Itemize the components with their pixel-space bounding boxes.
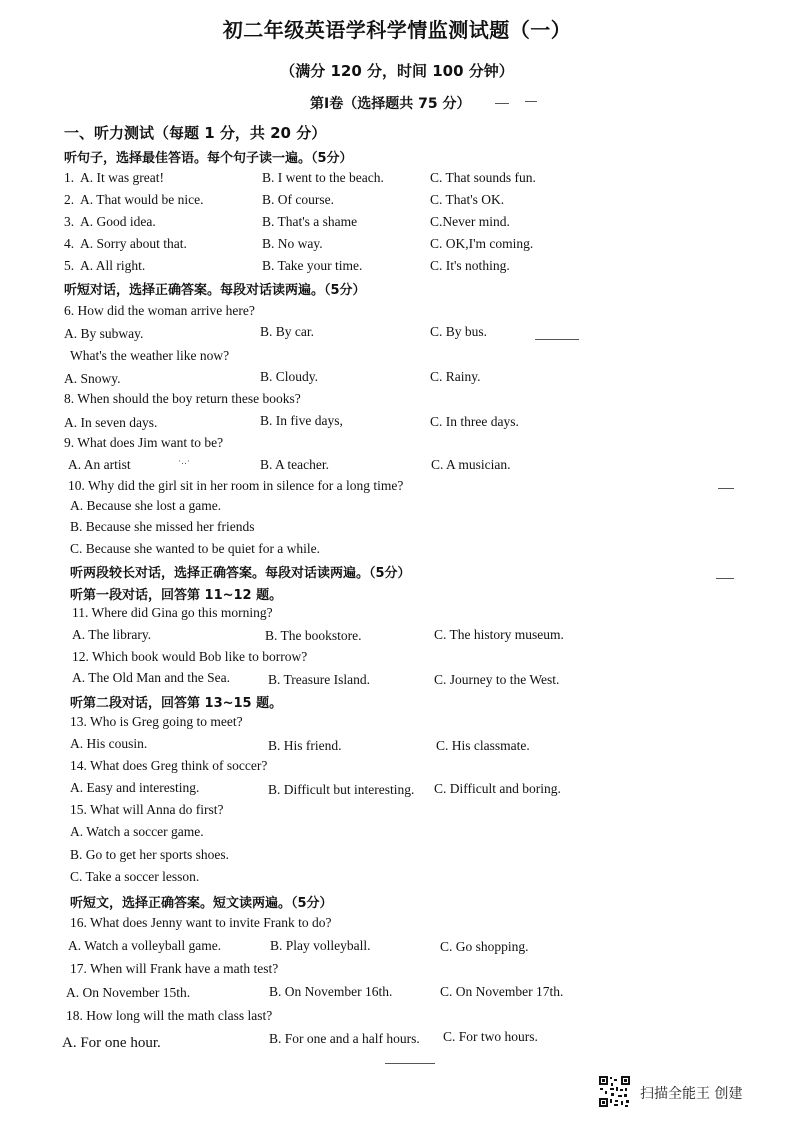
q14-stem: 14. What does Greg think of soccer? [70, 758, 268, 773]
q2-option-a: A. That would be nice. [80, 192, 204, 207]
q8-option-c: C. In three days. [430, 414, 519, 429]
q5-number: 5. [64, 258, 75, 273]
q6-stem: 6. How did the woman arrive here? [64, 303, 255, 318]
q3-option-a: A. Good idea. [80, 214, 156, 229]
q15-option-c: C. Take a soccer lesson. [70, 869, 200, 884]
q6-option-a: A. By subway. [64, 326, 144, 341]
margin-mark [718, 488, 734, 489]
q5-option-c: C. It's nothing. [430, 258, 510, 273]
ink-speck: ·‥· [178, 456, 190, 466]
part2-instruction: 听短对话，选择正确答案。每段对话读两遍。（5分） [64, 283, 366, 298]
q17-option-c: C. On November 17th. [440, 984, 564, 999]
q5-option-b: B. Take your time. [262, 258, 363, 273]
part4-instruction: 听短文，选择正确答案。短文读两遍。（5分） [70, 896, 333, 911]
exam-info: （满分 120 分，时间 100 分钟） [280, 62, 514, 80]
q9-option-b: B. A teacher. [260, 457, 329, 472]
dialog2-heading: 听第二段对话，回答第 13~15 题。 [70, 696, 283, 711]
q7-option-a: A. Snowy. [64, 371, 121, 386]
q11-option-a: A. The library. [72, 627, 152, 642]
q12-option-b: B. Treasure Island. [268, 672, 370, 687]
q1-option-c: C. That sounds fun. [430, 170, 536, 185]
q2-option-c: C. That's OK. [430, 192, 505, 207]
q17-option-b: B. On November 16th. [269, 984, 393, 999]
q4-number: 4. [64, 236, 75, 251]
q18-option-b: B. For one and a half hours. [269, 1031, 420, 1046]
page-number-remnant [385, 1063, 435, 1064]
q4-option-a: A. Sorry about that. [80, 236, 187, 251]
q8-option-b: B. In five days, [260, 413, 343, 428]
q6-option-b: B. By car. [260, 324, 314, 339]
q10-option-b: B. Because she missed her friends [70, 519, 255, 534]
q16-option-b: B. Play volleyball. [270, 938, 371, 953]
q8-stem: 8. When should the boy return these books? [64, 391, 301, 406]
q11-stem: 11. Where did Gina go this morning? [72, 605, 273, 620]
q15-option-b: B. Go to get her sports shoes. [70, 847, 229, 862]
q4-option-c: C. OK,I'm coming. [430, 236, 534, 251]
qr-code-icon [598, 1075, 631, 1108]
q10-option-c: C. Because she wanted to be quiet for a while. [70, 541, 321, 556]
q12-option-c: C. Journey to the West. [434, 672, 560, 687]
q15-option-a: A. Watch a soccer game. [70, 824, 204, 839]
q13-option-c: C. His classmate. [436, 738, 530, 753]
page-title: 初二年级英语学科学情监测试题（一） [222, 18, 572, 42]
q7-option-b: B. Cloudy. [260, 369, 319, 384]
q3-option-b: B. That's a shame [262, 214, 358, 229]
q12-option-a: A. The Old Man and the Sea. [72, 670, 230, 685]
q17-option-a: A. On November 15th. [66, 985, 191, 1000]
part3-instruction: 听两段较长对话，选择正确答案。每段对话读两遍。（5分） [70, 566, 411, 581]
margin-mark [716, 578, 734, 579]
q9-option-c: C. A musician. [431, 457, 511, 472]
q7-stem: What's the weather like now? [70, 348, 230, 363]
q1-option-b: B. I went to the beach. [262, 170, 384, 185]
q15-stem: 15. What will Anna do first? [70, 802, 224, 817]
q9-option-a: A. An artist [68, 457, 131, 472]
q2-number: 2. [64, 192, 75, 207]
section-heading: 一、听力测试（每题 1 分，共 20 分） [64, 124, 327, 142]
dialog1-heading: 听第一段对话，回答第 11~12 题。 [70, 588, 283, 603]
q9-stem: 9. What does Jim want to be? [64, 435, 224, 450]
q13-option-b: B. His friend. [268, 738, 342, 753]
q13-stem: 13. Who is Greg going to meet? [70, 714, 243, 729]
q10-stem: 10. Why did the girl sit in her room in silence for a long time? [68, 478, 404, 493]
q8-option-a: A. In seven days. [64, 415, 158, 430]
q18-option-c: C. For two hours. [443, 1029, 538, 1044]
q17-stem: 17. When will Frank have a math test? [70, 961, 279, 976]
pen-mark [495, 103, 509, 104]
q13-option-a: A. His cousin. [70, 736, 148, 751]
q14-option-c: C. Difficult and boring. [434, 781, 561, 796]
q12-stem: 12. Which book would Bob like to borrow? [72, 649, 308, 664]
q18-stem: 18. How long will the math class last? [66, 1008, 273, 1023]
q3-option-c: C.Never mind. [430, 214, 510, 229]
q16-stem: 16. What does Jenny want to invite Frank to do? [70, 915, 332, 930]
scanner-watermark: 扫描全能王 创建 [640, 1086, 743, 1102]
q14-option-a: A. Easy and interesting. [70, 780, 200, 795]
q6-option-c: C. By bus. [430, 324, 488, 339]
q1-option-a: A. It was great! [80, 170, 164, 185]
q4-option-b: B. No way. [262, 236, 323, 251]
q11-option-c: C. The history museum. [434, 627, 564, 642]
q14-option-b: B. Difficult but interesting. [268, 782, 415, 797]
q16-option-a: A. Watch a volleyball game. [68, 938, 222, 953]
pen-mark [525, 101, 537, 102]
q2-option-b: B. Of course. [262, 192, 334, 207]
q10-option-a: A. Because she lost a game. [70, 498, 222, 513]
q1-number: 1. [64, 170, 75, 185]
q11-option-b: B. The bookstore. [265, 628, 362, 643]
part1-instruction: 听句子，选择最佳答语。每个句子读一遍。（5分） [64, 151, 353, 166]
q3-number: 3. [64, 214, 75, 229]
pen-mark [535, 339, 579, 340]
q7-option-c: C. Rainy. [430, 369, 481, 384]
volume-heading: 第Ⅰ卷（选择题共 75 分） [310, 96, 471, 112]
q18-option-a: A. For one hour. [62, 1035, 161, 1051]
q16-option-c: C. Go shopping. [440, 939, 529, 954]
q5-option-a: A. All right. [80, 258, 146, 273]
